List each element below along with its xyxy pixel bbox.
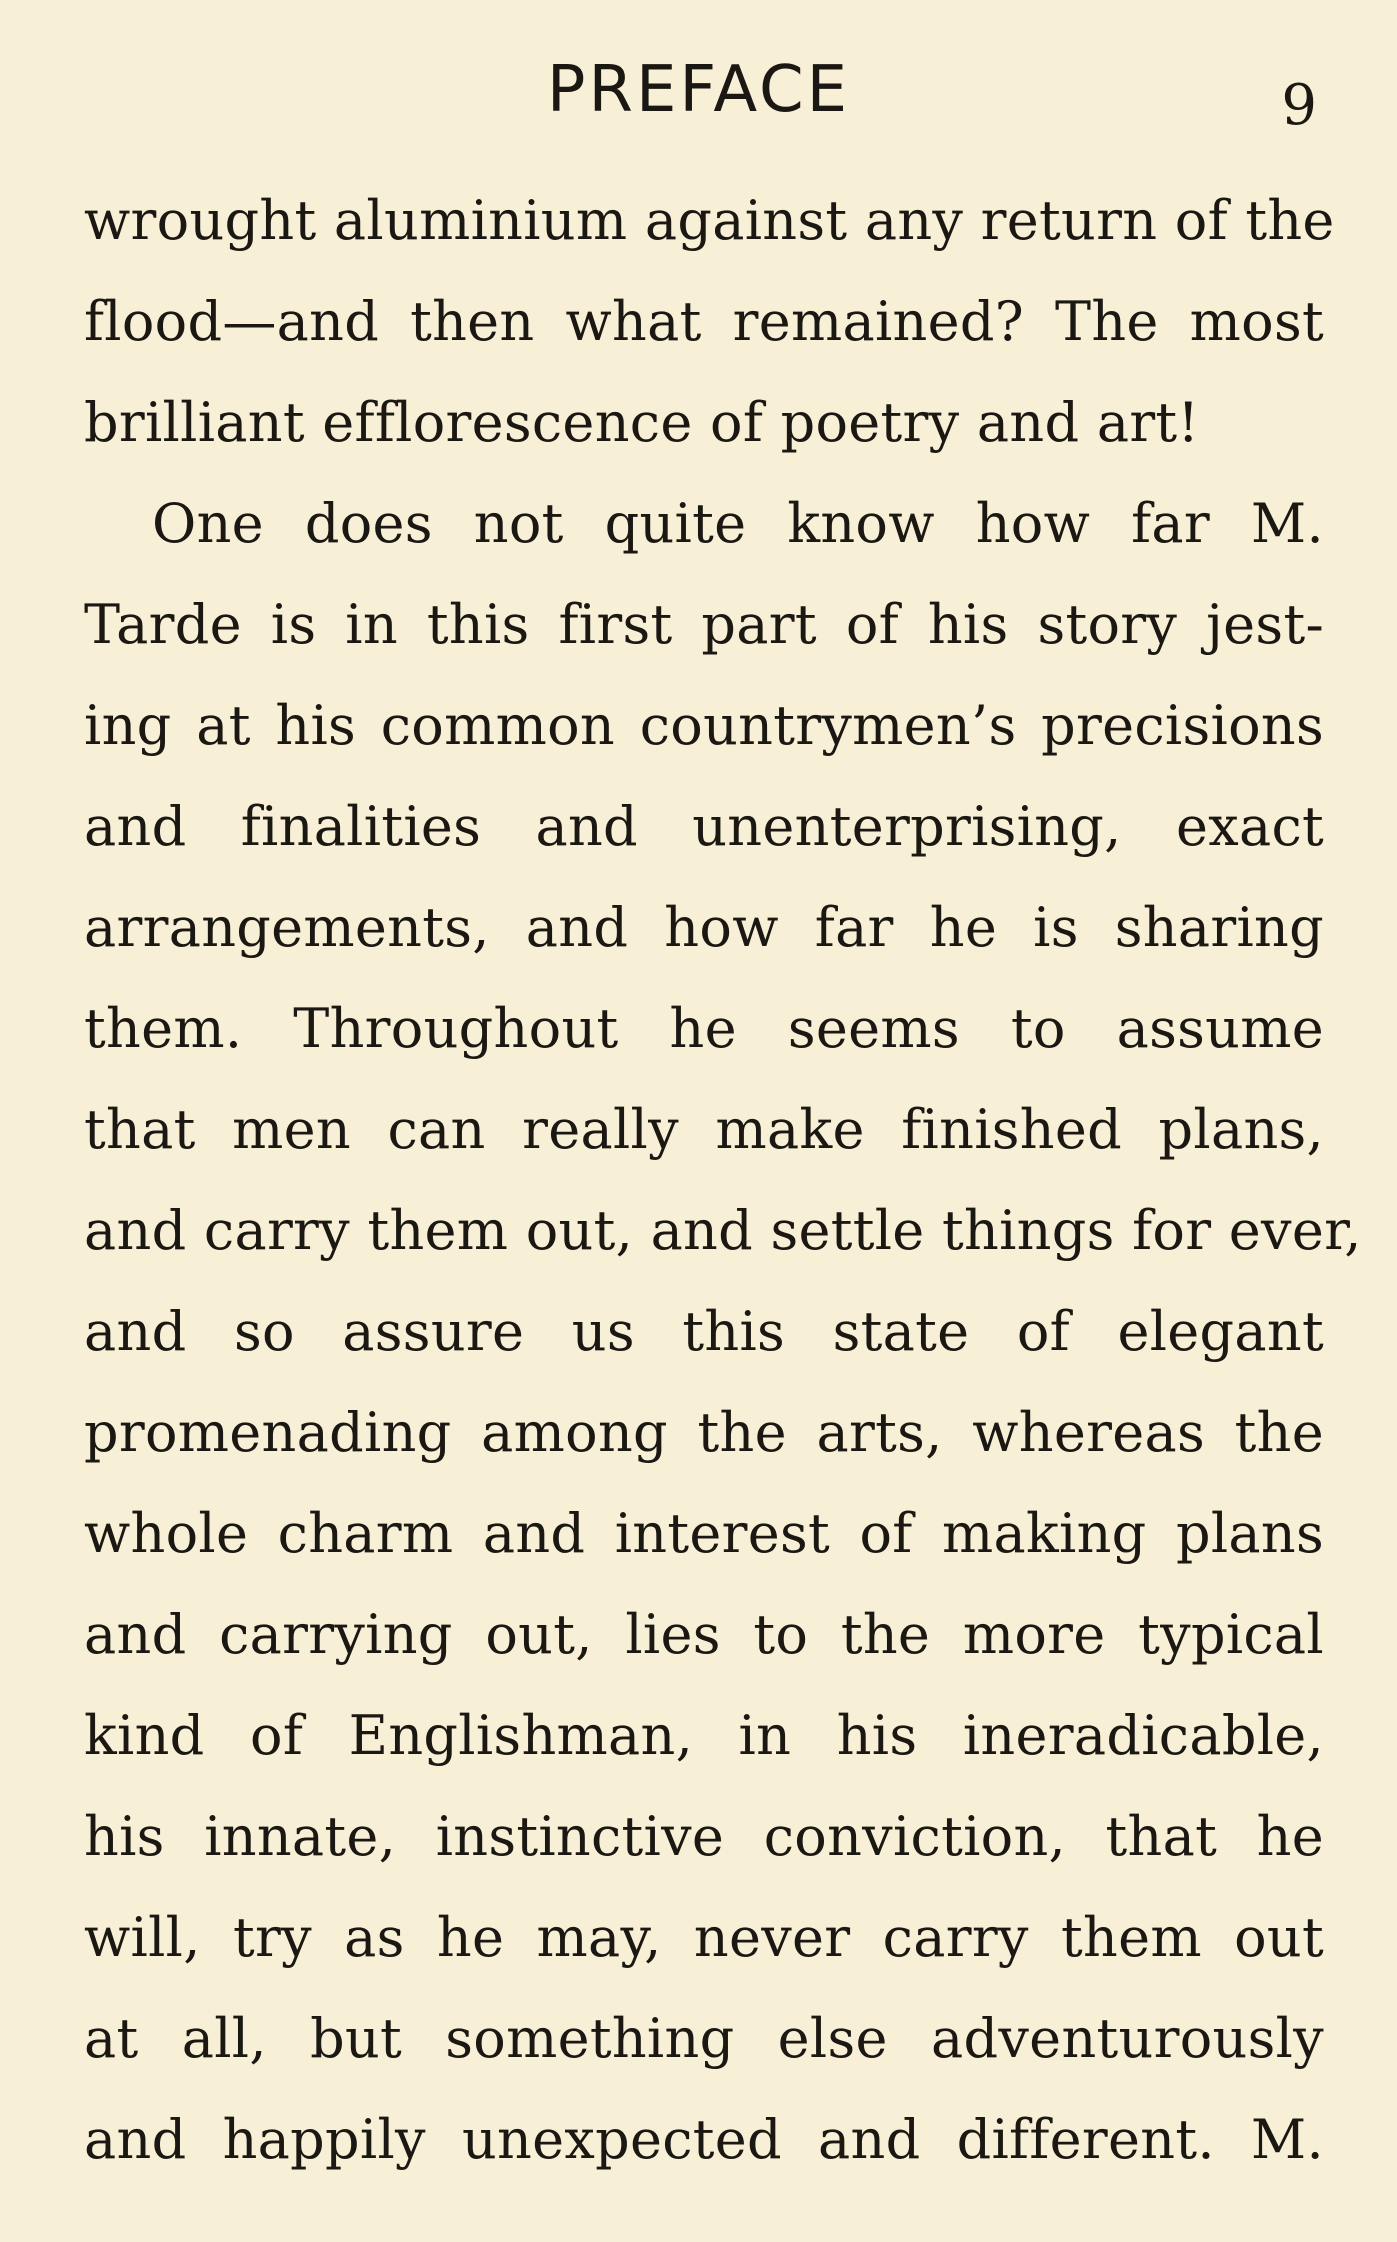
body-text <box>84 170 1362 2190</box>
paragraph-first-line: One does not quite know how far M. <box>152 492 1324 555</box>
text-line: and so assure us this state of elegant <box>84 1300 1324 1363</box>
text-line: wrought aluminium against any return of the <box>84 189 1335 252</box>
text-line: flood—and then what remained? The most <box>84 290 1324 353</box>
text-line: kind of Englishman, in his ineradicable, <box>84 1704 1324 1767</box>
text-line: promenading among the arts, whereas the <box>84 1401 1324 1464</box>
text-line: Tarde is in this first part of his story jest- <box>84 593 1324 656</box>
text-line: them. Throughout he seems to assume <box>84 997 1324 1060</box>
text-line: and carry them out, and settle things for ever, <box>84 1199 1362 1262</box>
text-line: arrangements, and how far he is sharing <box>84 896 1324 959</box>
page-number: 9 <box>1281 73 1317 138</box>
text-line: brilliant efflorescence of poetry and art! <box>84 391 1200 454</box>
running-head <box>0 44 1397 164</box>
running-title: PREFACE <box>546 53 851 127</box>
text-line: and finalities and unenterprising, exact <box>84 795 1324 858</box>
text-line: ing at his common countrymen’s precisions <box>84 694 1324 757</box>
text-line: whole charm and interest of making plans <box>84 1502 1324 1565</box>
text-line: that men can really make finished plans, <box>84 1098 1324 1161</box>
text-line: and happily unexpected and different. M. <box>84 2108 1324 2171</box>
text-line: his innate, instinctive conviction, that he <box>84 1805 1324 1868</box>
text-line: and carrying out, lies to the more typical <box>84 1603 1324 1666</box>
text-line: will, try as he may, never carry them out <box>84 1906 1324 1969</box>
text-line: at all, but something else adventurously <box>84 2007 1324 2070</box>
